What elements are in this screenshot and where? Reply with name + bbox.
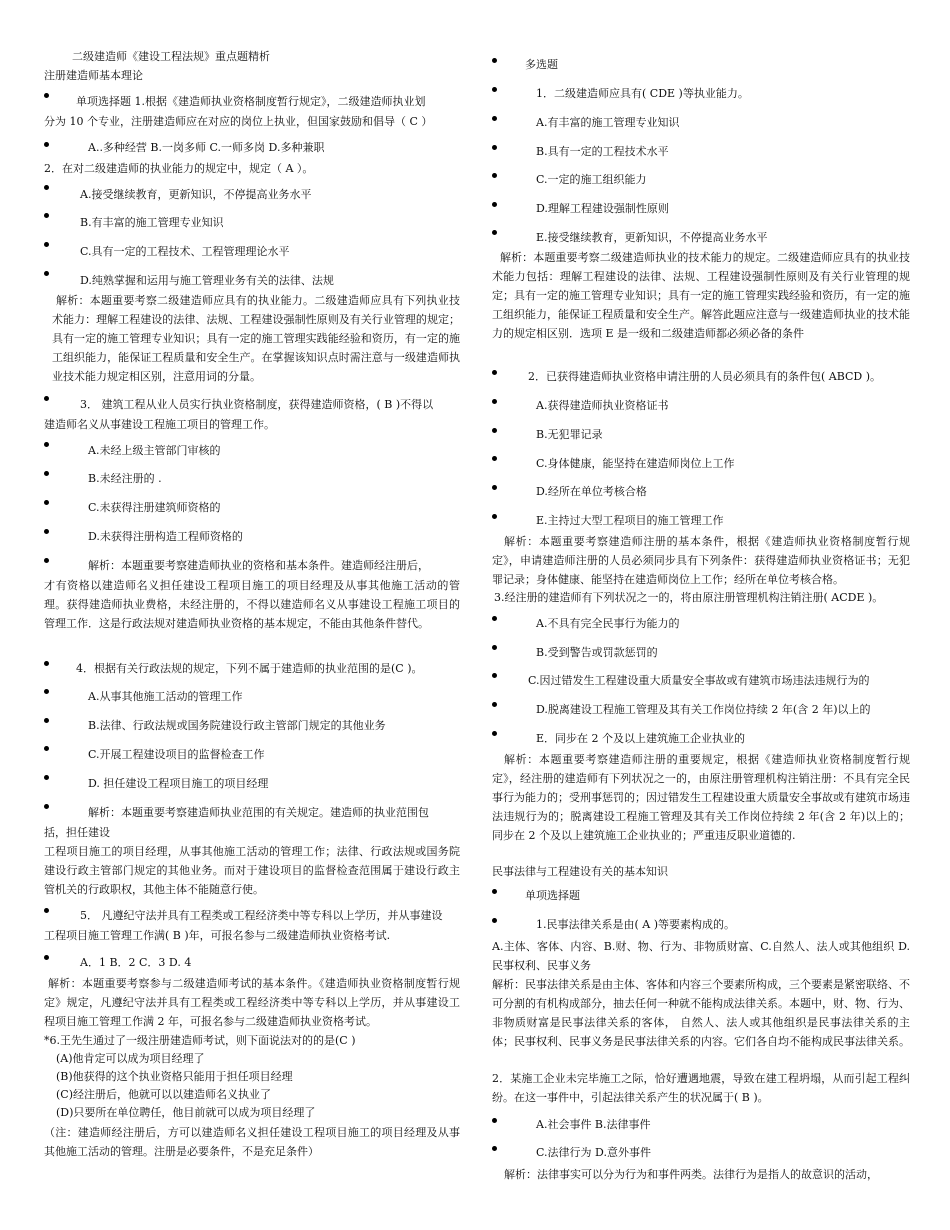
question-5-line-1: 5． 凡遵纪守法并具有工程类或工程经济类中等专科以上学历，并从事建设	[80, 909, 443, 922]
section-heading: 注册建造师基本理论	[44, 69, 143, 82]
question-3-option-c: C.未获得注册建筑师资格的	[88, 501, 221, 514]
multi-question-3-option-c: C.因过错发生工程建设重大质量安全事故或有建筑市场违法违规行为的	[528, 674, 870, 687]
multi-question-2-option-b: B.无犯罪记录	[536, 428, 603, 441]
bullet-icon	[492, 514, 497, 519]
bullet-icon	[44, 955, 49, 960]
bullet-icon	[492, 918, 497, 923]
question-6-option-b: (B)他获得的这个执业资格只能用于担任项目经理	[56, 1070, 293, 1083]
multi-question-2-option-e: E.主持过大型工程项目的施工管理工作	[536, 514, 724, 527]
civil-question-2: 2．某施工企业未完毕施工之际，恰好遭遇地震，导致在建工程坍塌，从而引起工程纠纷。在这一事件中，引起法律关系产生的状况属于( B )。	[492, 1072, 910, 1104]
bullet-icon	[492, 428, 497, 433]
question-2-option-c: C.具有一定的工程技术、工程管理理论水平	[80, 245, 290, 258]
question-4-explanation-line-1: 解析：本题重要考察建造师执业范围的有关规定。建造师的执业范围包	[88, 806, 429, 819]
bullet-icon	[492, 1146, 497, 1151]
bullet-icon	[44, 500, 49, 505]
bullet-icon	[492, 230, 497, 235]
bullet-icon	[44, 689, 49, 694]
question-3-option-a: A.未经上级主管部门审核的	[88, 444, 221, 457]
section-heading-civil-law: 民事法律与工程建设有关的基本知识	[492, 865, 668, 878]
question-6-option-a: (A)他肯定可以成为项目经理了	[56, 1052, 205, 1065]
question-6-option-c: (C)经注册后，他就可以以建造师名义执业了	[56, 1088, 271, 1101]
bullet-icon	[44, 93, 49, 98]
civil-question-2-explanation: 解析：法律事实可以分为行为和事件两类。法律行为是指人的故意识的活动，	[504, 1168, 878, 1181]
multi-question-2: 2．已获得建造师执业资格申请注册的人员必须具有的条件包( ABCD )。	[528, 370, 882, 383]
bullet-icon	[44, 396, 49, 401]
bullet-icon	[44, 746, 49, 751]
multi-question-2-explanation: 解析：本题重要考察建造师注册的基本条件，根据《建造师执业资格制度暂行规定》，申请建造师注册的人员必须同步具有下列条件：获得建造师执业资格证书；无犯罪记录；身体健康、能坚持在建造师岗位上工作；经所在单位考核合格。	[492, 535, 910, 586]
question-3-option-b: B.未经注册的 .	[88, 472, 162, 485]
bullet-icon	[492, 645, 497, 650]
multi-question-2-option-c: C.身体健康，能坚持在建造师岗位上工作	[536, 457, 735, 470]
bullet-icon	[492, 889, 497, 894]
question-4: 4．根据有关行政法规的规定，下列不属于建造师的执业范围的是(C )。	[76, 662, 423, 675]
multi-question-3-option-d: D.脱离建设工程施工管理及其有关工作岗位持续 2 年(含 2 年)以上的	[536, 703, 871, 716]
multi-question-1-option-b: B.具有一定的工程技术水平	[536, 145, 669, 158]
multi-question-1-option-a: A.有丰富的施工管理专业知识	[536, 116, 680, 129]
bullet-icon	[492, 485, 497, 490]
bullet-icon	[492, 116, 497, 121]
bullet-icon	[492, 173, 497, 178]
question-4-option-a: A.从事其他施工活动的管理工作	[88, 690, 243, 703]
multi-question-1-option-d: D.理解工程建设强制性原则	[536, 202, 669, 215]
question-2: 2．在对二级建造师的执业能力的规定中，规定（ A ）。	[44, 162, 314, 175]
question-1-options: A..多种经营 B.一岗多师 C.一师多岗 D.多种兼职	[88, 141, 325, 154]
question-5-line-2: 工程项目施工管理工作满( B )年，可报名参与二级建造师执业资格考试.	[44, 929, 391, 942]
bullet-icon	[44, 142, 49, 147]
bullet-icon	[492, 370, 497, 375]
multi-question-3-option-e: E．同步在 2 个及以上建筑施工企业执业的	[536, 732, 746, 745]
bullet-icon	[44, 661, 49, 666]
bullet-icon	[492, 731, 497, 736]
bullet-icon	[44, 213, 49, 218]
multi-question-3-option-a: A.不具有完全民事行为能力的	[536, 617, 680, 630]
multi-question-1-explanation: 解析：本题重要考察二级建造师执业的技术能力的规定。二级建造师应具有的执业技术能力包括：理解工程建设的法律、法规、工程建设强制性原则及有关行业管理的规定；具有一定的施工管理专业知识；具有一定的施工管理实践经验和资历，有一定的施工组织能力，能保证工程质量和安全生产。解答此题应注意与一级建造师执业的技术能力的规定相区别．选项 E 是一级和二级建造师都必须必备的条件	[492, 251, 910, 340]
multi-question-1-option-c: C.一定的施工组织能力	[536, 173, 647, 186]
single-choice-heading: 单项选择题	[525, 889, 580, 902]
bullet-icon	[492, 702, 497, 707]
civil-question-2-options-cd: C.法律行为 D.意外事件	[536, 1146, 651, 1159]
civil-question-1-explanation: 解析：民事法律关系是由主体、客体和内容三个要素所构成，三个要素是紧密联络、不可分割的有机构成部分，抽去任何一种就不能构成法律关系。本题中，财、物、行为、非物质财富是民事法律关系的客体， 自然人、法人或其他组织是民事法律关系的主体；民事权利、民事义务是民事法律关系的内容。它们各自均不能构成民事法律关系。	[492, 978, 910, 1048]
bullet-icon	[44, 242, 49, 247]
multi-question-2-option-d: D.经所在单位考核合格	[536, 485, 647, 498]
question-2-option-b: B.有丰富的施工管理专业知识	[80, 216, 224, 229]
bullet-icon	[44, 908, 49, 913]
bullet-icon	[492, 58, 497, 63]
question-4-option-d: D. 担任建设工程项目施工的项目经理	[88, 777, 269, 790]
question-4-option-b: B.法律、行政法规或国务院建设行政主管部门规定的其他业务	[88, 719, 386, 732]
question-6-option-d: (D)只要所在单位聘任，他目前就可以成为项目经理了	[56, 1106, 316, 1119]
bullet-icon	[492, 456, 497, 461]
bullet-icon	[492, 1118, 497, 1123]
multi-question-3: 3.经注册的建造师有下列状况之一的，将由原注册管理机构注销注册( ACDE )。	[494, 591, 884, 604]
question-3-line-2: 建造师名义从事建设工程施工项目的管理工作。	[44, 418, 275, 431]
question-3-line-1: 3． 建筑工程从业人员实行执业资格制度，获得建造师资格，( B )不得以	[80, 398, 434, 411]
bullet-icon	[44, 185, 49, 190]
document-title: 二级建造师《建设工程法规》重点题精析	[72, 50, 270, 63]
multi-question-2-option-a: A.获得建造师执业资格证书	[536, 399, 669, 412]
multi-question-3-option-b: B.受到警告或罚款惩罚的	[536, 646, 658, 659]
multi-question-1-option-e: E.接受继续教育，更新知识，不停提高业务水平	[536, 231, 768, 244]
question-5-explanation: 解析：本题重要考察参与二级建造师考试的基本条件。《建造师执业资格制度暂行规定》规定，凡遵纪守法并具有工程类或工程经济类中等专科以上学历，并从事建设工程项目施工管理工作满 2 年，可报名参与二级建造师执业资格考试。	[44, 977, 460, 1028]
bullet-icon	[44, 271, 49, 276]
civil-question-1-options: A.主体、客体、内容、B.财、物、行为、非物质财富、C.自然人、法人或其他组织 D.民事权利、民事义务	[492, 940, 910, 972]
bullet-icon	[492, 673, 497, 678]
bullet-icon	[44, 471, 49, 476]
question-3-option-d: D.未获得注册构造工程师资格的	[88, 530, 243, 543]
bullet-icon	[44, 529, 49, 534]
bullet-icon	[44, 804, 49, 809]
question-3-explanation-line-1: 解析：本题重要考察建造师执业的资格和基本条件。建造师经注册后，	[88, 559, 429, 572]
question-4-explanation: 工程项目施工的项目经理，从事其他施工活动的管理工作；法律、行政法规或国务院建设行政主管部门规定的其他业务。而对于建设项目的监督检查范围属于建设行政主管机关的行政职权，其他主体不能随意行使。	[44, 845, 460, 896]
question-5-options: A．1 B．2 C．3 D. 4	[80, 956, 192, 969]
question-4-explanation-line-2: 括，担任建设	[44, 826, 110, 839]
civil-question-2-options-ab: A.社会事件 B.法律事件	[536, 1118, 651, 1131]
bullet-icon	[492, 616, 497, 621]
civil-question-1: 1.民事法律关系是由( A )等要素构成的。	[536, 918, 736, 931]
bullet-icon	[492, 145, 497, 150]
bullet-icon	[492, 87, 497, 92]
bullet-icon	[44, 442, 49, 447]
question-1-line-1: 单项选择题 1.根据《建造师执业资格制度暂行规定》，二级建造师执业划	[76, 95, 426, 108]
multi-question-1: 1．二级建造师应具有( CDE )等执业能力。	[536, 87, 749, 100]
question-6-note: （注：建造师经注册后，方可以建造师名义担任建设工程项目施工的项目经理及从事其他施工活动的管理。注册是必要条件，不是充足条件）	[44, 1126, 460, 1158]
question-6: *6.王先生通过了一级注册建造师考试，则下面说法对的的是(C )	[44, 1034, 356, 1047]
question-2-option-d: D.纯熟掌握和运用与施工管理业务有关的法律、法规	[80, 274, 334, 287]
bullet-icon	[492, 399, 497, 404]
bullet-icon	[44, 775, 49, 780]
question-2-explanation: 解析：本题重要考察二级建造师应具有的执业能力。二级建造师应具有下列执业技术能力：理解工程建设的法律、法规、工程建设强制性原则及有关行业管理的规定；具有一定的施工管理专业知识；具有一定的施工管理实践能经验和资历，有一定的施工组织能力，能保证工程质量和安全生产。在掌握该知识点时需注意与一级建造师执业技术能力规定相区别，注意用词的分量。	[52, 294, 460, 383]
bullet-icon	[44, 718, 49, 723]
bullet-icon	[492, 202, 497, 207]
multi-choice-heading: 多选题	[525, 58, 558, 71]
question-2-option-a: A.接受继续教育，更新知识，不停提高业务水平	[80, 188, 312, 201]
multi-question-3-explanation: 解析：本题重要考察建造师注册的重要规定，根据《建造师执业资格制度暂行规定》，经注册的建造师有下列状况之一的，由原注册管理机构注销注册：不具有完全民事行为能力的；受刑事惩罚的；因过错发生工程建设重大质量安全事故或有建筑市场违法违规行为的；脱离建设工程施工管理及其有关工作岗位持续 2 年(含 2 年)以上的；同步在 2 个及以上建筑施工企业执业的；严重违反职业道德的.	[492, 753, 910, 842]
question-4-option-c: C.开展工程建设项目的监督检查工作	[88, 748, 265, 761]
bullet-icon	[44, 558, 49, 563]
question-3-explanation: 才有资格以建造师名义担任建设工程项目施工的项目经理及从事其他施工活动的管理。获得建造师执业费格，未经注册的，不得以建造师名义从事建设工程施工项目的管理工作．这是行政法规对建造师执业资格的基本规定，不能由其他条件替代。	[44, 579, 460, 630]
question-1-line-2: 分为 10 个专业，注册建造师应在对应的岗位上执业，但国家鼓励和倡导（ C ）	[44, 115, 433, 128]
